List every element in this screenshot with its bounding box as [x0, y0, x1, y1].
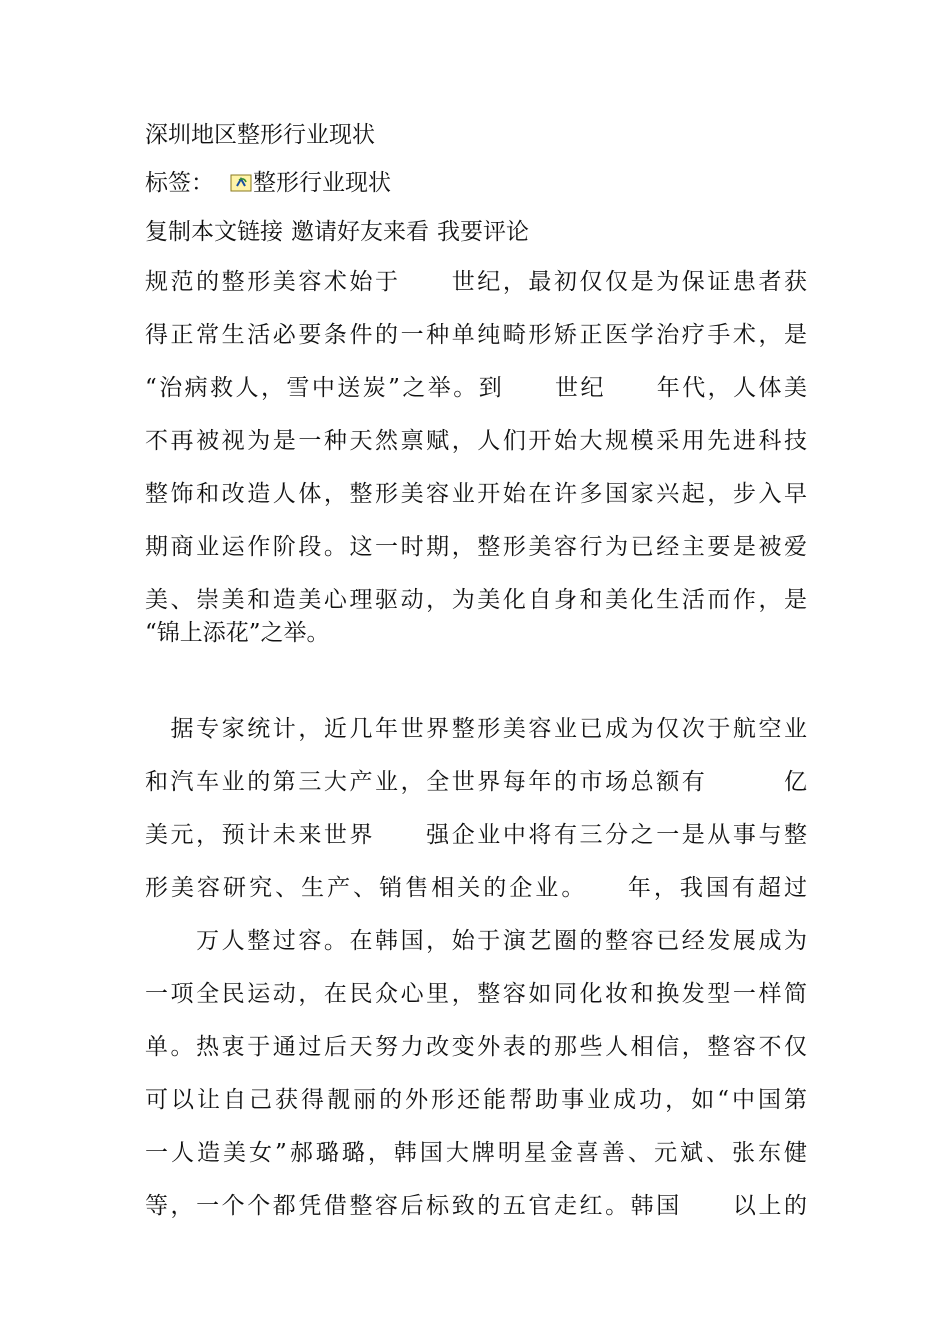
- text-line: 等，一个个都凭借整容后标致的五官走红。韩国 以上的: [145, 1193, 807, 1219]
- action-links: [145, 217, 807, 247]
- text-line: “治病救人，雪中送炭”之举。到 世纪 年代，人体美: [145, 375, 807, 401]
- text-line: 万人整过容。在韩国，始于演艺圈的整容已经发展成为: [145, 928, 807, 954]
- text-line: 一项全民运动，在民众心里，整容如同化妆和换发型一样简: [145, 981, 807, 1007]
- tag-label: 标签：: [145, 170, 214, 196]
- text-line: 期商业运作阶段。这一时期，整形美容行为已经主要是被爱: [145, 534, 807, 560]
- text-line: 据专家统计，近几年世界整形美容业已成为仅次于航空业: [145, 716, 807, 742]
- text-line: “锦上添花”之举。: [145, 620, 330, 646]
- invite-friends-button[interactable]: 邀请好友来看: [291, 219, 429, 245]
- text-line: 整饰和改造人体，整形美容业开始在许多国家兴起，步入早: [145, 481, 807, 507]
- text-line: 规范的整形美容术始于 世纪，最初仅仅是为保证患者获: [145, 269, 807, 295]
- text-line: 一人造美女”郝璐璐，韩国大牌明星金喜善、元斌、张东健: [145, 1140, 807, 1166]
- document-title: 深圳地区整形行业现状: [145, 122, 375, 148]
- text-line: 形美容研究、生产、销售相关的企业。 年，我国有超过: [145, 875, 807, 901]
- text-line: 得正常生活必要条件的一种单纯畸形矫正医学治疗手术，是: [145, 322, 807, 348]
- text-line: 美元，预计未来世界 强企业中将有三分之一是从事与整: [145, 822, 807, 848]
- comment-button[interactable]: 我要评论: [437, 219, 529, 245]
- text-line: 不再被视为是一种天然禀赋，人们开始大规模采用先进科技: [145, 428, 807, 454]
- text-line: 单。热衷于通过后天努力改变外表的那些人相信，整容不仅: [145, 1034, 807, 1060]
- text-line: 和汽车业的第三大产业，全世界每年的市场总额有 亿: [145, 769, 807, 795]
- tag-link-icon[interactable]: [230, 170, 252, 188]
- tag-link[interactable]: 整形行业现状: [253, 170, 391, 196]
- text-line: 可以让自己获得靓丽的外形还能帮助事业成功，如“中国第: [145, 1087, 807, 1113]
- text-line: 美、崇美和造美心理驱动，为美化自身和美化生活而作，是: [145, 587, 807, 613]
- copy-link-button[interactable]: 复制本文链接: [145, 219, 283, 245]
- tag-row: [145, 168, 807, 198]
